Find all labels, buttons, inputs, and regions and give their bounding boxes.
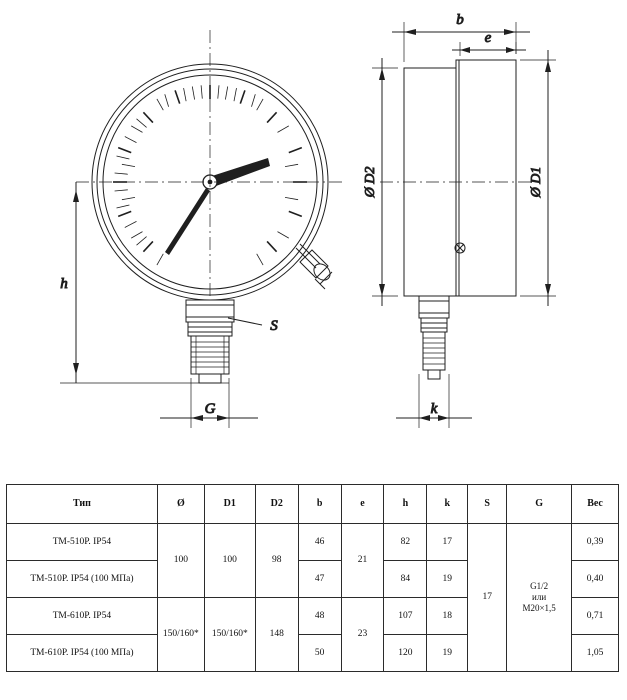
cell-k: 19 — [427, 635, 468, 672]
cell-weight: 0,39 — [572, 524, 619, 561]
height-dimension — [60, 182, 229, 383]
cell-d2: 98 — [255, 524, 298, 598]
cell-type: ТМ-510Р. IP54 (100 МПа) — [7, 561, 158, 598]
thread-tip-side — [428, 370, 440, 379]
cell-d1: 100 — [204, 524, 255, 598]
col-weight: Вес — [572, 485, 619, 524]
cell-e: 21 — [341, 524, 384, 598]
cell-b: 46 — [298, 524, 341, 561]
case-depth-dimension-e — [452, 30, 526, 56]
table-row — [7, 524, 619, 561]
cell-h: 107 — [384, 598, 427, 635]
side-view — [380, 60, 540, 379]
cell-d1: 150/160* — [204, 598, 255, 672]
bezel-side — [456, 60, 516, 296]
thread-tip-front — [199, 374, 221, 383]
height-dim-label: h — [60, 276, 68, 292]
connection-length-dimension-k — [396, 374, 472, 428]
socket-side — [419, 296, 449, 318]
hex-nut-side — [421, 318, 447, 332]
cell-type: ТМ-610Р. IP54 — [7, 598, 158, 635]
dial-minor-ticks — [115, 85, 299, 265]
cell-k: 18 — [427, 598, 468, 635]
bezel-diameter-dimension-d1 — [520, 50, 556, 306]
cell-s: 17 — [468, 524, 507, 672]
cell-weight: 0,71 — [572, 598, 619, 635]
cell-h: 84 — [384, 561, 427, 598]
col-k: k — [427, 485, 468, 524]
case-diameter-d1-label: Ø D1 — [529, 166, 544, 198]
depth-dim-label: b — [456, 12, 464, 28]
cell-g-line3: М20×1,5 — [522, 603, 556, 614]
col-d1: D1 — [204, 485, 255, 524]
cell-type: ТМ-510Р. IP54 — [7, 524, 158, 561]
front-view-center-lines — [76, 30, 345, 300]
col-d2: D2 — [255, 485, 298, 524]
cell-k: 17 — [427, 524, 468, 561]
cell-b: 50 — [298, 635, 341, 672]
wrench-flat-label: S — [270, 318, 278, 334]
col-b: b — [298, 485, 341, 524]
cell-weight: 0,40 — [572, 561, 619, 598]
front-process-connection — [186, 300, 234, 383]
cell-diameter: 100 — [157, 524, 204, 598]
case-diameter-d2-label: Ø D2 — [363, 166, 378, 198]
relief-valve — [296, 244, 333, 289]
table-header-row — [7, 485, 619, 524]
gauge-needle — [165, 158, 270, 255]
col-diameter: Ø — [157, 485, 204, 524]
cell-b: 47 — [298, 561, 341, 598]
cell-k: 19 — [427, 561, 468, 598]
cell-diameter: 150/160* — [157, 598, 204, 672]
cell-b: 48 — [298, 598, 341, 635]
cell-g-line1: G1/2 — [530, 580, 549, 591]
cell-e: 23 — [341, 598, 384, 672]
col-type: Тип — [7, 485, 158, 524]
col-h: h — [384, 485, 427, 524]
hex-nut-front — [188, 322, 232, 336]
cell-g-line2: или — [532, 591, 547, 602]
cell-h: 120 — [384, 635, 427, 672]
col-e: e — [341, 485, 384, 524]
col-g: G — [507, 485, 572, 524]
cell-h: 82 — [384, 524, 427, 561]
cell-d2: 148 — [255, 598, 298, 672]
thread-size-label: G — [204, 401, 216, 417]
cell-type: ТМ-610Р. IP54 (100 МПа) — [7, 635, 158, 672]
specification-table — [6, 484, 619, 672]
case-depth-label: e — [484, 30, 492, 46]
cell-g — [507, 524, 572, 672]
cell-weight: 1,05 — [572, 635, 619, 672]
depth-dimension-b — [392, 12, 530, 62]
col-s: S — [468, 485, 507, 524]
connection-length-label: k — [430, 401, 438, 417]
